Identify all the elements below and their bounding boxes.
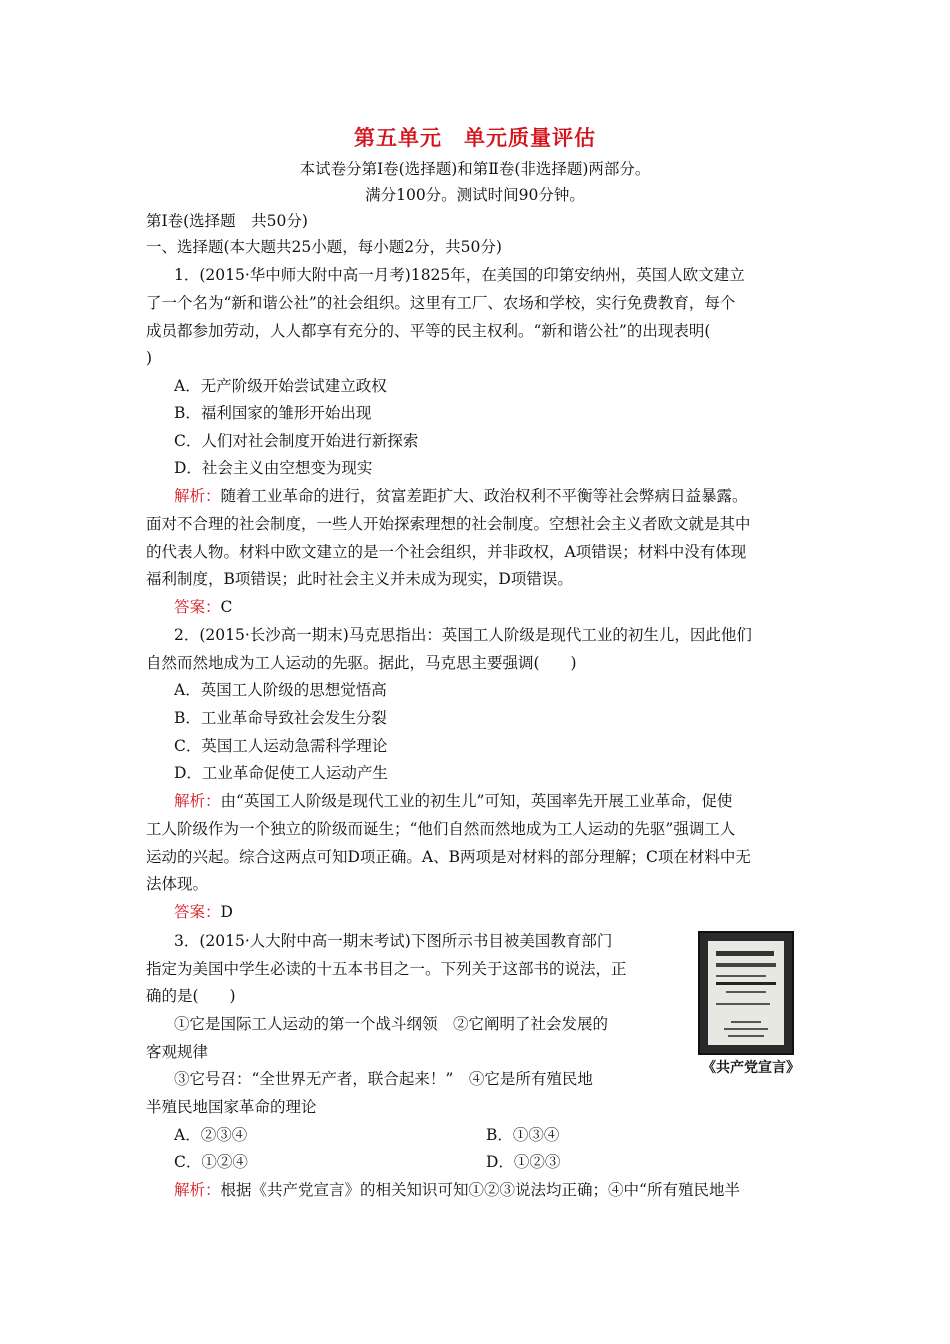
q3-option-c: C．①②④ — [174, 1153, 248, 1171]
q1-analysis-line: 的代表人物。材料中欧文建立的是一个社会组织，并非政权，A项错误；材料中没有体现 — [146, 543, 747, 561]
q1-stem-line: ) — [146, 349, 153, 367]
q1-option-b: B．福利国家的雏形开始出现 — [174, 404, 372, 422]
q2-option-b: B．工业革命导致社会发生分裂 — [174, 709, 387, 727]
analysis-text: 随着工业革命的进行，贫富差距扩大、政治权利不平衡等社会弊病日益暴露。 — [220, 487, 748, 505]
q3-analysis-line — [174, 1177, 814, 1204]
q2-analysis-line: 法体现。 — [146, 875, 209, 893]
figure-caption: 《共产党宣言》 — [702, 1060, 800, 1076]
q2-stem-line: 2．(2015·长沙高一期末)马克思指出：英国工人阶级是现代工业的初生儿，因此他们 — [174, 626, 752, 644]
page-title: 第五单元 单元质量评估 — [354, 125, 596, 150]
q1-stem-line: 成员都参加劳动，人人都享有充分的、平等的民主权利。“新和谐公社”的出现表明( — [146, 322, 711, 340]
q3-option-a: A．②③④ — [174, 1126, 248, 1144]
q2-answer — [174, 899, 836, 926]
q1-option-a: A．无产阶级开始尝试建立政权 — [174, 377, 387, 395]
answer-label: 答案： — [174, 598, 221, 616]
q2-option-d: D．工业革命促使工人运动产生 — [174, 764, 388, 782]
q1-option-d: D．社会主义由空想变为现实 — [174, 459, 373, 477]
q3-option-b: B．①③④ — [486, 1126, 560, 1144]
q1-analysis-line: 福利制度，B项错误；此时社会主义并未成为现实，D项错误。 — [146, 570, 573, 588]
q2-analysis-line — [174, 788, 814, 815]
section-heading: 第Ⅰ卷(选择题 共50分) — [146, 212, 308, 230]
q2-analysis-line: 运动的兴起。综合这两点可知D项正确。A、B两项是对材料的部分理解；C项在材料中无 — [146, 848, 751, 866]
answer-label: 答案： — [174, 903, 221, 921]
analysis-label: 解析： — [174, 487, 221, 505]
answer-value: C — [220, 598, 233, 616]
q3-statement-line: 半殖民地国家革命的理论 — [146, 1098, 317, 1116]
analysis-label: 解析： — [174, 1181, 221, 1199]
q3-statement-line: ③它号召：“全世界无产者，联合起来！” ④它是所有殖民地 — [174, 1070, 593, 1088]
q3-statement-line: ①它是国际工人运动的第一个战斗纲领 ②它阐明了社会发展的 — [174, 1015, 609, 1033]
q2-analysis-line: 工人阶级作为一个独立的阶级而诞生；“他们自然而然地成为工人运动的先驱”强调工人 — [146, 820, 736, 838]
analysis-label: 解析： — [174, 792, 221, 810]
q1-analysis-line — [174, 483, 814, 510]
q1-option-c: C．人们对社会制度开始进行新探索 — [174, 432, 419, 450]
part-heading: 一、选择题(本大题共25小题，每小题2分，共50分) — [146, 238, 502, 256]
q1-analysis-line: 面对不合理的社会制度，一些人开始探索理想的社会制度。空想社会主义者欧文就是其中 — [146, 515, 751, 533]
q3-option-d: D．①②③ — [486, 1153, 561, 1171]
q2-stem-line: 自然而然地成为工人运动的先驱。据此，马克思主要强调( ) — [146, 654, 577, 672]
q3-statement-line: 客观规律 — [146, 1043, 209, 1061]
book-cover-image — [698, 931, 794, 1055]
q3-stem-line: 3．(2015·人大附中高一期末考试)下图所示书目被美国教育部门 — [174, 932, 613, 950]
q2-option-c: C．英国工人运动急需科学理论 — [174, 737, 388, 755]
analysis-text: 根据《共产党宣言》的相关知识可知①②③说法均正确；④中“所有殖民地半 — [220, 1181, 740, 1199]
q1-stem-line: 1．(2015·华中师大附中高一月考)1825年，在美国的印第安纳州，英国人欧文建立 — [174, 266, 745, 284]
manifesto-figure — [692, 923, 822, 1076]
answer-value: D — [220, 903, 233, 921]
q3-stem-line: 指定为美国中学生必读的十五本书目之一。下列关于这部书的说法，正 — [146, 960, 627, 978]
q1-answer — [174, 594, 836, 621]
intro-line: 满分100分。测试时间90分钟。 — [365, 186, 585, 204]
intro-line: 本试卷分第Ⅰ卷(选择题)和第Ⅱ卷(非选择题)两部分。 — [299, 160, 651, 178]
q2-option-a: A．英国工人阶级的思想觉悟高 — [174, 681, 387, 699]
q1-stem-line: 了一个名为“新和谐公社”的社会组织。这里有工厂、农场和学校，实行免费教育，每个 — [146, 294, 736, 312]
analysis-text: 由“英国工人阶级是现代工业的初生儿”可知，英国率先开展工业革命，促使 — [220, 792, 733, 810]
q3-stem-line: 确的是( ) — [146, 987, 236, 1005]
